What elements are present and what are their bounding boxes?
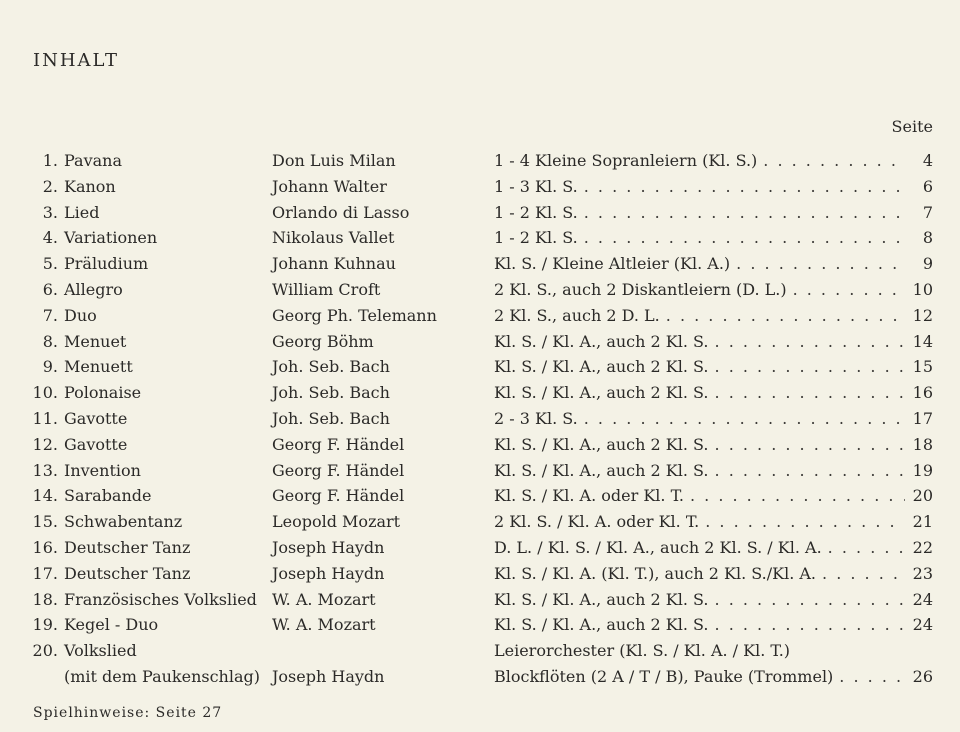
entry-instrumentation: Kl. S. / Kl. A., auch 2 Kl. S.	[494, 331, 709, 351]
entry-instrumentation-line	[494, 225, 933, 251]
entry-instrumentation-line	[494, 638, 933, 664]
entry-number: 10.	[32, 383, 58, 403]
entry-title: Gavotte	[64, 434, 128, 454]
entry-number: 2.	[42, 176, 58, 196]
entry-page-number: 9	[922, 254, 933, 274]
dot-leader	[584, 174, 905, 200]
entry-instrumentation-line	[494, 587, 933, 613]
entry-instrumentation-line	[494, 664, 933, 690]
entry-instrumentation-line	[494, 458, 933, 484]
toc-entry	[0, 329, 960, 355]
dot-leader	[715, 587, 905, 613]
entry-number: 15.	[32, 512, 58, 532]
entry-instrumentation-line	[494, 251, 933, 277]
entry-composer: Orlando di Lasso	[272, 202, 410, 222]
entry-composer: Georg Böhm	[272, 331, 374, 351]
entry-title: Kegel - Duo	[64, 615, 159, 635]
entry-page-number: 18	[912, 434, 933, 454]
entry-composer: Joseph Haydn	[272, 667, 385, 686]
entry-instrumentation: Kl. S. / Kl. A., auch 2 Kl. S.	[494, 357, 709, 377]
toc-entry	[0, 200, 960, 226]
dot-leader	[715, 432, 905, 458]
entry-number: 3.	[42, 202, 58, 222]
entry-number: 13.	[32, 460, 58, 480]
entry-page-number: 19	[912, 460, 933, 480]
entry-instrumentation: 2 Kl. S., auch 2 D. L.	[494, 305, 660, 325]
entry-instrumentation-line	[494, 303, 933, 329]
entry-title: Menuett	[64, 357, 133, 377]
page-title: INHALT	[33, 50, 120, 71]
dot-leader	[584, 200, 905, 226]
entry-title: Menuet	[64, 331, 127, 351]
entry-title: Volkslied	[64, 641, 137, 661]
entry-number: 1.	[42, 151, 58, 170]
entry-title: Deutscher Tanz	[64, 563, 191, 583]
entry-page-number: 10	[912, 280, 933, 299]
entry-instrumentation: Kl. S. / Kl. A. oder Kl. T.	[494, 486, 684, 506]
entry-title: Polonaise	[64, 383, 142, 403]
entry-title: Sarabande	[64, 486, 152, 506]
dot-leader	[715, 329, 905, 355]
entry-composer: Georg Ph. Telemann	[272, 305, 437, 325]
toc-entry	[0, 354, 960, 380]
entry-instrumentation: Kl. S. / Kl. A., auch 2 Kl. S.	[494, 615, 709, 635]
entry-number: 5.	[42, 254, 58, 274]
dot-leader	[793, 277, 905, 303]
entry-page-number: 22	[912, 538, 933, 557]
entry-page-number: 17	[912, 409, 933, 428]
entry-title: Gavotte	[64, 409, 128, 428]
entry-page-number: 16	[912, 383, 933, 403]
entry-number: 18.	[32, 589, 58, 609]
toc-entry	[0, 251, 960, 277]
entry-number: 11.	[32, 409, 58, 428]
entry-composer: Nikolaus Vallet	[272, 228, 395, 248]
entry-number: 6.	[42, 280, 58, 299]
entry-page-number: 24	[912, 615, 933, 635]
entry-title: Schwabentanz	[64, 512, 183, 532]
toc-entry	[0, 432, 960, 458]
entry-instrumentation: 1 - 4 Kleine Sopranleiern (Kl. S.)	[494, 151, 758, 170]
entry-instrumentation: Kl. S. / Kl. A., auch 2 Kl. S.	[494, 383, 709, 403]
dot-leader	[822, 561, 905, 587]
toc-entry	[0, 612, 960, 638]
toc-entry	[0, 458, 960, 484]
toc-entry	[0, 483, 960, 509]
entry-instrumentation-line	[494, 329, 933, 355]
entry-title: Variationen	[64, 228, 158, 248]
entry-instrumentation: Kl. S. / Kl. A., auch 2 Kl. S.	[494, 460, 709, 480]
toc-entry	[0, 664, 960, 690]
entry-composer: Joseph Haydn	[272, 538, 385, 557]
entry-instrumentation: Kl. S. / Kl. A., auch 2 Kl. S.	[494, 589, 709, 609]
toc-entry	[0, 303, 960, 329]
dot-leader	[828, 535, 905, 561]
toc-entry	[0, 148, 960, 174]
dot-leader	[584, 225, 905, 251]
entry-instrumentation-line	[494, 148, 933, 174]
entry-composer: Georg F. Händel	[272, 434, 405, 454]
toc-entry	[0, 225, 960, 251]
entry-instrumentation: D. L. / Kl. S. / Kl. A., auch 2 Kl. S. / Kl. A.	[494, 538, 822, 557]
entry-page-number: 14	[912, 331, 933, 351]
entry-instrumentation: Leierorchester (Kl. S. / Kl. A. / Kl. T.)	[494, 641, 791, 661]
toc-entry	[0, 380, 960, 406]
entry-composer: Joh. Seb. Bach	[272, 409, 390, 428]
entry-instrumentation-line	[494, 535, 933, 561]
dot-leader	[705, 509, 905, 535]
entry-page-number: 7	[922, 202, 933, 222]
entry-title: Französisches Volkslied	[64, 589, 257, 609]
entry-page-number: 15	[912, 357, 933, 377]
entry-instrumentation-line	[494, 483, 933, 509]
toc-entry	[0, 277, 960, 303]
dot-leader	[715, 380, 905, 406]
entry-number: 4.	[42, 228, 58, 248]
entry-instrumentation: Kl. S. / Kl. A. (Kl. T.), auch 2 Kl. S./Kl. A.	[494, 563, 817, 583]
entry-title: Invention	[64, 460, 141, 480]
entry-instrumentation: 2 - 3 Kl. S.	[494, 409, 578, 428]
entry-number: 14.	[32, 486, 58, 506]
entry-instrumentation-line	[494, 509, 933, 535]
dot-leader	[715, 458, 905, 484]
entry-title: Kanon	[64, 176, 116, 196]
entry-composer: W. A. Mozart	[272, 615, 376, 635]
entry-title: (mit dem Paukenschlag)	[64, 667, 260, 686]
entry-page-number: 12	[912, 305, 933, 325]
entry-composer: Don Luis Milan	[272, 151, 396, 170]
entry-instrumentation-line	[494, 406, 933, 432]
entry-composer: Georg F. Händel	[272, 486, 405, 506]
entry-instrumentation: Kl. S. / Kleine Altleier (Kl. A.)	[494, 254, 731, 274]
entry-page-number: 4	[922, 151, 933, 170]
dot-leader	[763, 148, 905, 174]
entry-number: 7.	[42, 305, 58, 325]
entry-instrumentation-line	[494, 561, 933, 587]
toc-entry	[0, 587, 960, 613]
entry-title: Präludium	[64, 254, 149, 274]
entry-page-number: 8	[922, 228, 933, 248]
entry-instrumentation: 2 Kl. S. / Kl. A. oder Kl. T.	[494, 512, 700, 532]
toc-entry	[0, 509, 960, 535]
entry-composer: Joseph Haydn	[272, 563, 385, 583]
dot-leader	[715, 354, 905, 380]
entry-title: Pavana	[64, 151, 123, 170]
dot-leader	[715, 612, 905, 638]
dot-leader	[839, 664, 905, 690]
entry-page-number: 23	[912, 563, 933, 583]
toc-entry	[0, 535, 960, 561]
entry-page-number: 20	[912, 486, 933, 506]
entry-instrumentation: 1 - 2 Kl. S.	[494, 228, 578, 248]
entry-composer: William Croft	[272, 280, 381, 299]
entry-page-number: 24	[912, 589, 933, 609]
entry-page-number: 21	[912, 512, 933, 532]
entry-title: Lied	[64, 202, 100, 222]
entry-instrumentation-line	[494, 200, 933, 226]
entry-composer: Johann Kuhnau	[272, 254, 396, 274]
entry-title: Allegro	[64, 280, 123, 299]
dot-leader	[666, 303, 905, 329]
dot-leader	[584, 406, 905, 432]
entry-composer: Georg F. Händel	[272, 460, 405, 480]
entry-number: 17.	[32, 563, 58, 583]
entry-composer: Joh. Seb. Bach	[272, 383, 390, 403]
entry-composer: Johann Walter	[272, 176, 387, 196]
entry-instrumentation: Kl. S. / Kl. A., auch 2 Kl. S.	[494, 434, 709, 454]
entry-composer: Leopold Mozart	[272, 512, 401, 532]
entry-instrumentation: 1 - 3 Kl. S.	[494, 176, 578, 196]
entry-instrumentation-line	[494, 354, 933, 380]
entry-title: Duo	[64, 305, 97, 325]
entry-instrumentation-line	[494, 380, 933, 406]
entry-number: 16.	[32, 538, 58, 557]
entry-number: 12.	[32, 434, 58, 454]
entry-number: 20.	[32, 641, 58, 661]
entry-instrumentation-line	[494, 432, 933, 458]
toc-entry	[0, 174, 960, 200]
entry-composer: Joh. Seb. Bach	[272, 357, 390, 377]
entry-instrumentation-line	[494, 277, 933, 303]
entry-number: 8.	[42, 331, 58, 351]
entry-page-number: 26	[912, 667, 933, 686]
dot-leader	[736, 251, 905, 277]
entry-title: Deutscher Tanz	[64, 538, 191, 557]
entry-number: 19.	[32, 615, 58, 635]
entry-composer: W. A. Mozart	[272, 589, 376, 609]
entry-instrumentation: 2 Kl. S., auch 2 Diskantleiern (D. L.)	[494, 280, 787, 299]
entry-instrumentation: Blockflöten (2 A / T / B), Pauke (Trommel)	[494, 667, 834, 686]
entry-instrumentation-line	[494, 174, 933, 200]
toc-entry	[0, 638, 960, 664]
toc-entry	[0, 561, 960, 587]
entry-page-number: 6	[922, 176, 933, 196]
page-column-label: Seite	[891, 117, 933, 136]
entry-instrumentation: 1 - 2 Kl. S.	[494, 202, 578, 222]
dot-leader	[690, 483, 905, 509]
toc-entry	[0, 406, 960, 432]
entry-number: 9.	[42, 357, 58, 377]
entry-instrumentation-line	[494, 612, 933, 638]
footer-note: Spielhinweise: Seite 27	[33, 705, 223, 721]
